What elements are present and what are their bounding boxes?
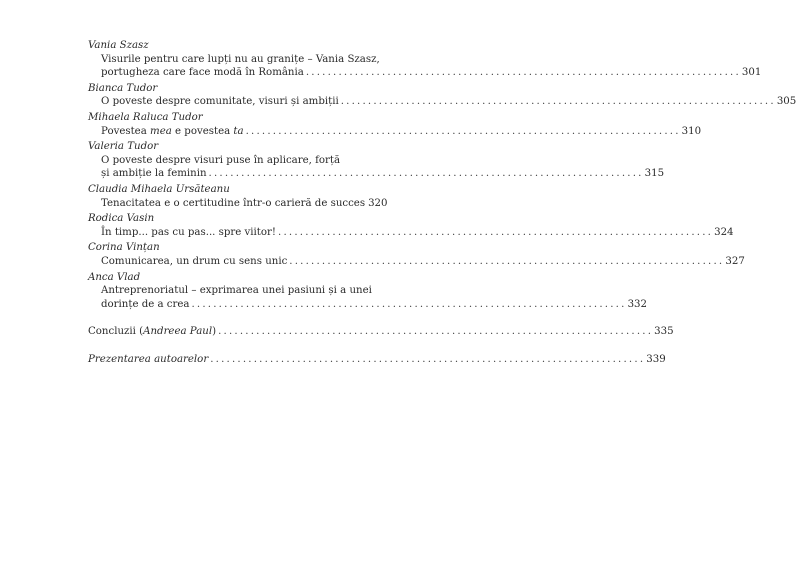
dot-leader: ................................................................................ [208, 168, 644, 180]
toc-title-line: Visurile pentru care lupți nu au granițe – Vania Szasz, [101, 53, 380, 65]
page-number: 301 [741, 67, 762, 79]
page-number: 332 [627, 298, 648, 310]
toc-title-text [101, 125, 244, 139]
page-number: 324 [714, 226, 734, 238]
toc-author: Mihaela Raluca Tudor [88, 111, 203, 123]
toc-title-last-line [88, 226, 734, 240]
toc-author: Bianca Tudor [88, 82, 158, 94]
toc-title-part-italic: ta [233, 125, 244, 137]
dot-leader: ................................................................................ [218, 326, 654, 338]
page-number: 315 [644, 168, 665, 180]
page-number: 320 [368, 197, 388, 209]
toc-title-part-italic: mea [150, 125, 172, 137]
toc-author: Rodica Vasin [88, 213, 155, 225]
toc-title-last-line [88, 255, 745, 269]
toc-title-text [88, 325, 216, 339]
toc-entry [88, 39, 762, 80]
toc-entry [88, 241, 745, 268]
toc-title-text: portugheza care face modă în România [101, 67, 304, 79]
toc-entry [88, 183, 388, 210]
toc-entry [88, 111, 702, 138]
toc-prezentarea [88, 353, 666, 367]
toc-author: Corina Vințan [88, 242, 160, 254]
toc-title-line: O poveste despre visuri puse în aplicare, forță [101, 154, 341, 166]
page-number: 339 [646, 353, 666, 365]
toc-title-text: Comunicarea, un drum cu sens unic [101, 255, 288, 267]
toc-title-last-line [88, 95, 796, 109]
toc-title-last-line [88, 167, 665, 181]
toc-title-italic: Prezentarea autoarelor [88, 353, 209, 365]
toc-author: Valeria Tudor [88, 141, 159, 153]
dot-leader: ................................................................................ [278, 226, 714, 238]
toc-title-part: Povestea [101, 125, 151, 137]
table-of-contents [88, 39, 796, 366]
toc-title-part: ) [212, 326, 217, 338]
toc-author: Vania Szasz [88, 40, 149, 51]
toc-title-last-line [88, 298, 648, 312]
dot-leader: ................................................................................ [191, 298, 627, 310]
dot-leader: ................................................................................ [210, 353, 646, 365]
toc-title-text: O poveste despre comunitate, visuri și ambiții [101, 96, 339, 108]
dot-leader: ................................................................................ [245, 125, 681, 137]
dot-leader: ................................................................................ [305, 67, 741, 79]
toc-entry [88, 140, 665, 181]
toc-entry [88, 271, 648, 312]
toc-title-text [88, 353, 208, 367]
toc-title-part-italic: Andreea Paul [143, 326, 213, 338]
toc-entry [88, 82, 796, 109]
dot-leader: ................................................................................ [289, 255, 725, 267]
page-number: 305 [776, 96, 796, 108]
toc-concluzii [88, 325, 674, 339]
toc-title-last-line [88, 197, 388, 211]
page-number: 335 [654, 326, 674, 338]
toc-author: Anca Vlad [88, 271, 141, 283]
toc-title-last-line [88, 125, 702, 139]
toc-title-line: Antreprenoriatul – exprimarea unei pasiuni și a unei [101, 285, 372, 297]
toc-title-text: Tenacitatea e o certitudine într-o carieră de succes [101, 197, 366, 209]
toc-title-text: dorințe de a crea [101, 298, 190, 310]
toc-title-text: În timp... pas cu pas... spre viitor! [101, 226, 277, 238]
dot-leader: ................................................................................ [340, 96, 776, 108]
page-number: 310 [681, 125, 702, 137]
toc-title-part: Concluzii ( [88, 326, 144, 338]
toc-title-part: e povestea [171, 125, 234, 137]
toc-title-last-line [88, 66, 762, 80]
toc-author: Claudia Mihaela Ursăteanu [88, 183, 230, 195]
toc-title-text: și ambiție la feminin [101, 168, 207, 180]
toc-entry [88, 212, 734, 239]
page-number: 327 [725, 255, 745, 267]
